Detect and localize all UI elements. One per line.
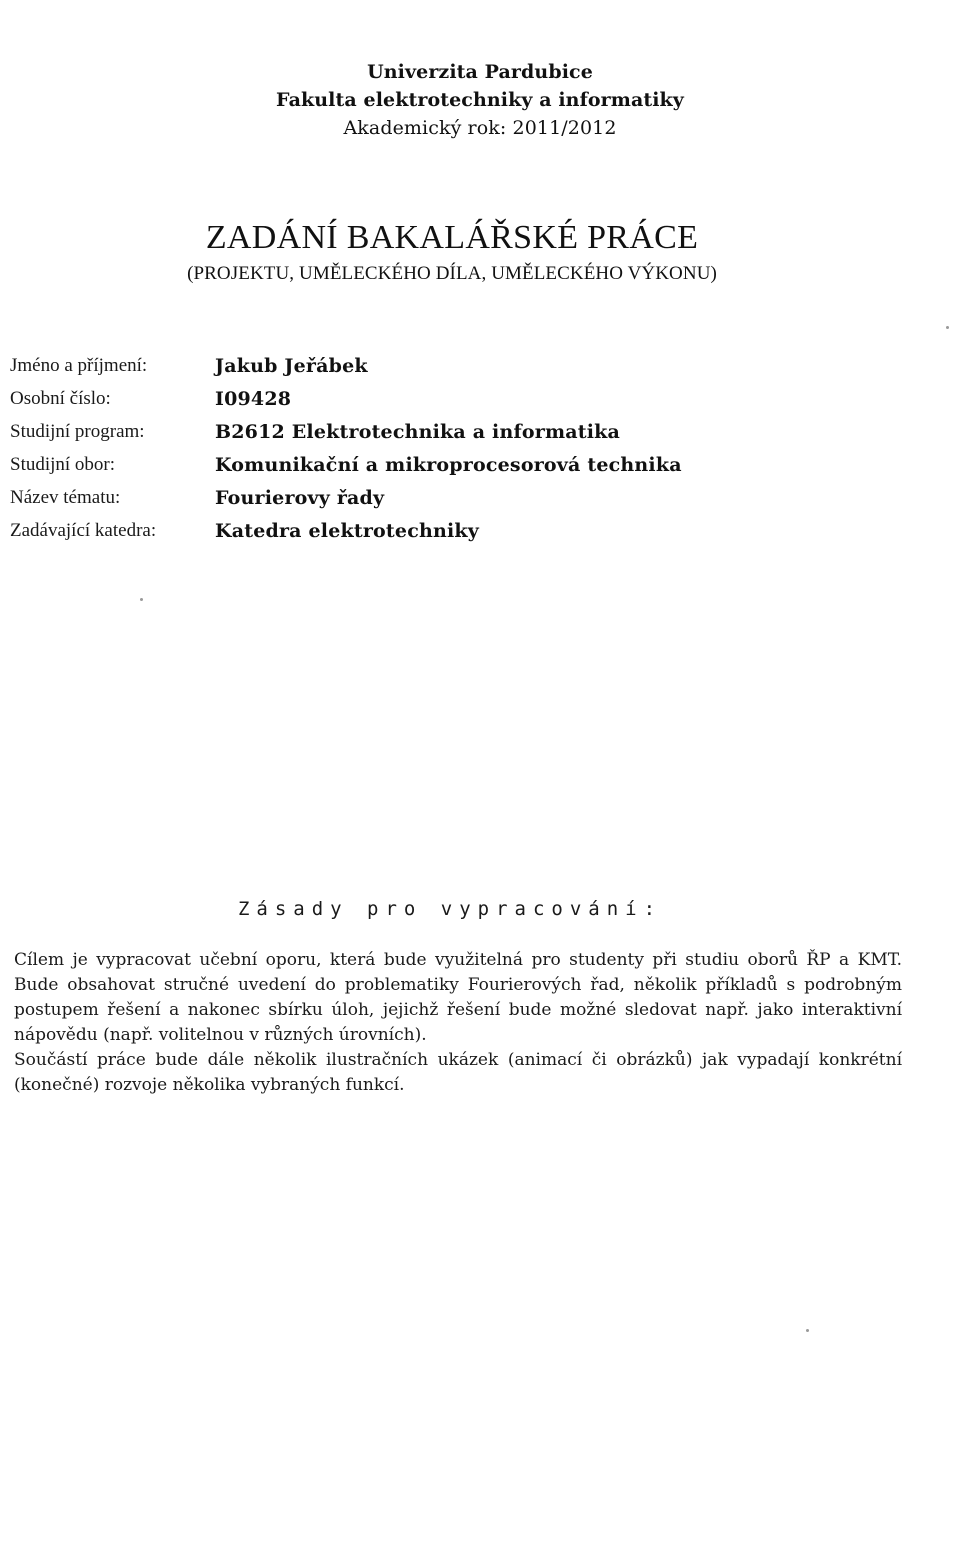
document-header bbox=[0, 58, 960, 142]
info-value: B2612 Elektrotechnika a informatika bbox=[215, 420, 621, 443]
document-title: ZADÁNÍ BAKALÁŘSKÉ PRÁCE bbox=[205, 219, 699, 256]
scan-speck bbox=[806, 1329, 809, 1332]
guidelines-heading: Zásady pro vypracování: bbox=[237, 898, 663, 920]
info-row-name bbox=[10, 349, 910, 382]
info-row-topic bbox=[10, 481, 910, 514]
info-value: Komunikační a mikroprocesorová technika bbox=[215, 453, 682, 476]
scan-speck bbox=[140, 598, 143, 601]
guidelines-body bbox=[14, 948, 902, 1098]
info-row-study-field bbox=[10, 448, 910, 481]
info-label: Zadávající katedra: bbox=[10, 519, 157, 541]
scan-speck bbox=[946, 326, 949, 329]
faculty-name: Fakulta elektrotechniky a informatiky bbox=[276, 89, 684, 111]
info-label: Studijní obor: bbox=[10, 453, 116, 475]
info-value: I09428 bbox=[215, 387, 292, 410]
student-info-table bbox=[10, 349, 910, 547]
info-label: Studijní program: bbox=[10, 420, 145, 442]
info-value: Jakub Jeřábek bbox=[215, 354, 368, 377]
info-label: Název tématu: bbox=[10, 486, 121, 508]
info-label: Osobní číslo: bbox=[10, 387, 111, 409]
info-row-study-program bbox=[10, 415, 910, 448]
info-row-personal-number bbox=[10, 382, 910, 415]
document-subtitle: (PROJEKTU, UMĚLECKÉHO DÍLA, UMĚLECKÉHO VÝKONU) bbox=[187, 263, 717, 284]
info-label: Jméno a příjmení: bbox=[10, 354, 148, 376]
info-value: Fourierovy řady bbox=[215, 486, 385, 509]
university-name: Univerzita Pardubice bbox=[367, 61, 593, 83]
guidelines-paragraph: Součástí práce bude dále několik ilustračních ukázek (animací či obrázků) jak vypadají konkrétní (konečné) rozvoje několika vybraných funkcí. bbox=[14, 1050, 902, 1095]
guidelines-paragraph: Cílem je vypracovat učební oporu, která bude využitelná pro studenty při studiu oborů ŘP a KMT. Bude obsahovat stručné uvedení do problematiky Fourierových řad, několik příkladů s podrobným postupem řešení a nakonec sbírku úloh, jejichž řešení bude možné sledovat např. jako interaktivní nápovědu (např. volitelnou v různých úrovních). bbox=[14, 950, 902, 1045]
info-value: Katedra elektrotechniky bbox=[215, 519, 480, 542]
academic-year: Akademický rok: 2011/2012 bbox=[343, 117, 617, 139]
info-row-department bbox=[10, 514, 910, 547]
title-block bbox=[0, 218, 904, 288]
